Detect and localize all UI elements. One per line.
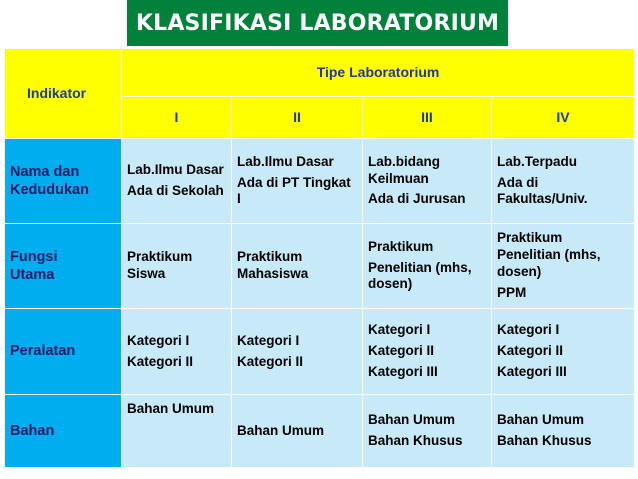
row-label: Fungsi Utama	[5, 224, 122, 309]
table-cell: Bahan Umum Bahan Khusus	[492, 395, 635, 468]
table-cell: Bahan Umum Bahan Khusus	[363, 395, 492, 468]
header-row-1	[5, 49, 635, 97]
table-cell: Lab.bidang Keilmuan Ada di Jurusan	[363, 139, 492, 224]
table-row	[5, 224, 635, 309]
table-cell: Praktikum Mahasiswa	[232, 224, 363, 309]
title-bar	[127, 0, 508, 46]
table-cell: Praktikum Siswa	[122, 224, 232, 309]
header-type-1: I	[122, 97, 232, 139]
row-label: Peralatan	[5, 309, 122, 395]
table-cell: Bahan Umum	[232, 395, 363, 468]
row-label: Nama dan Kedudukan	[5, 139, 122, 224]
table-cell: Kategori I Kategori II	[122, 309, 232, 395]
header-type-3: III	[363, 97, 492, 139]
page-title: KLASIFIKASI LABORATORIUM	[135, 10, 500, 36]
classification-table	[4, 48, 635, 468]
header-type-4: IV	[492, 97, 635, 139]
table-cell: Kategori I Kategori II Kategori III	[492, 309, 635, 395]
header-type-2: II	[232, 97, 363, 139]
table-cell: Lab.Terpadu Ada di Fakultas/Univ.	[492, 139, 635, 224]
table-cell: Lab.Ilmu Dasar Ada di PT Tingkat I	[232, 139, 363, 224]
header-tipe-laboratorium: Tipe Laboratorium	[122, 49, 635, 97]
table-cell: Praktikum Penelitian (mhs, dosen) PPM	[492, 224, 635, 309]
table-cell: Praktikum Penelitian (mhs, dosen)	[363, 224, 492, 309]
row-label: Bahan	[5, 395, 122, 468]
table-row	[5, 139, 635, 224]
header-indikator: Indikator	[5, 49, 122, 139]
table-cell: Kategori I Kategori II Kategori III	[363, 309, 492, 395]
table-cell: Bahan Umum	[122, 395, 232, 468]
table-row	[5, 309, 635, 395]
table-row	[5, 395, 635, 468]
table-cell: Lab.Ilmu Dasar Ada di Sekolah	[122, 139, 232, 224]
table-cell: Kategori I Kategori II	[232, 309, 363, 395]
